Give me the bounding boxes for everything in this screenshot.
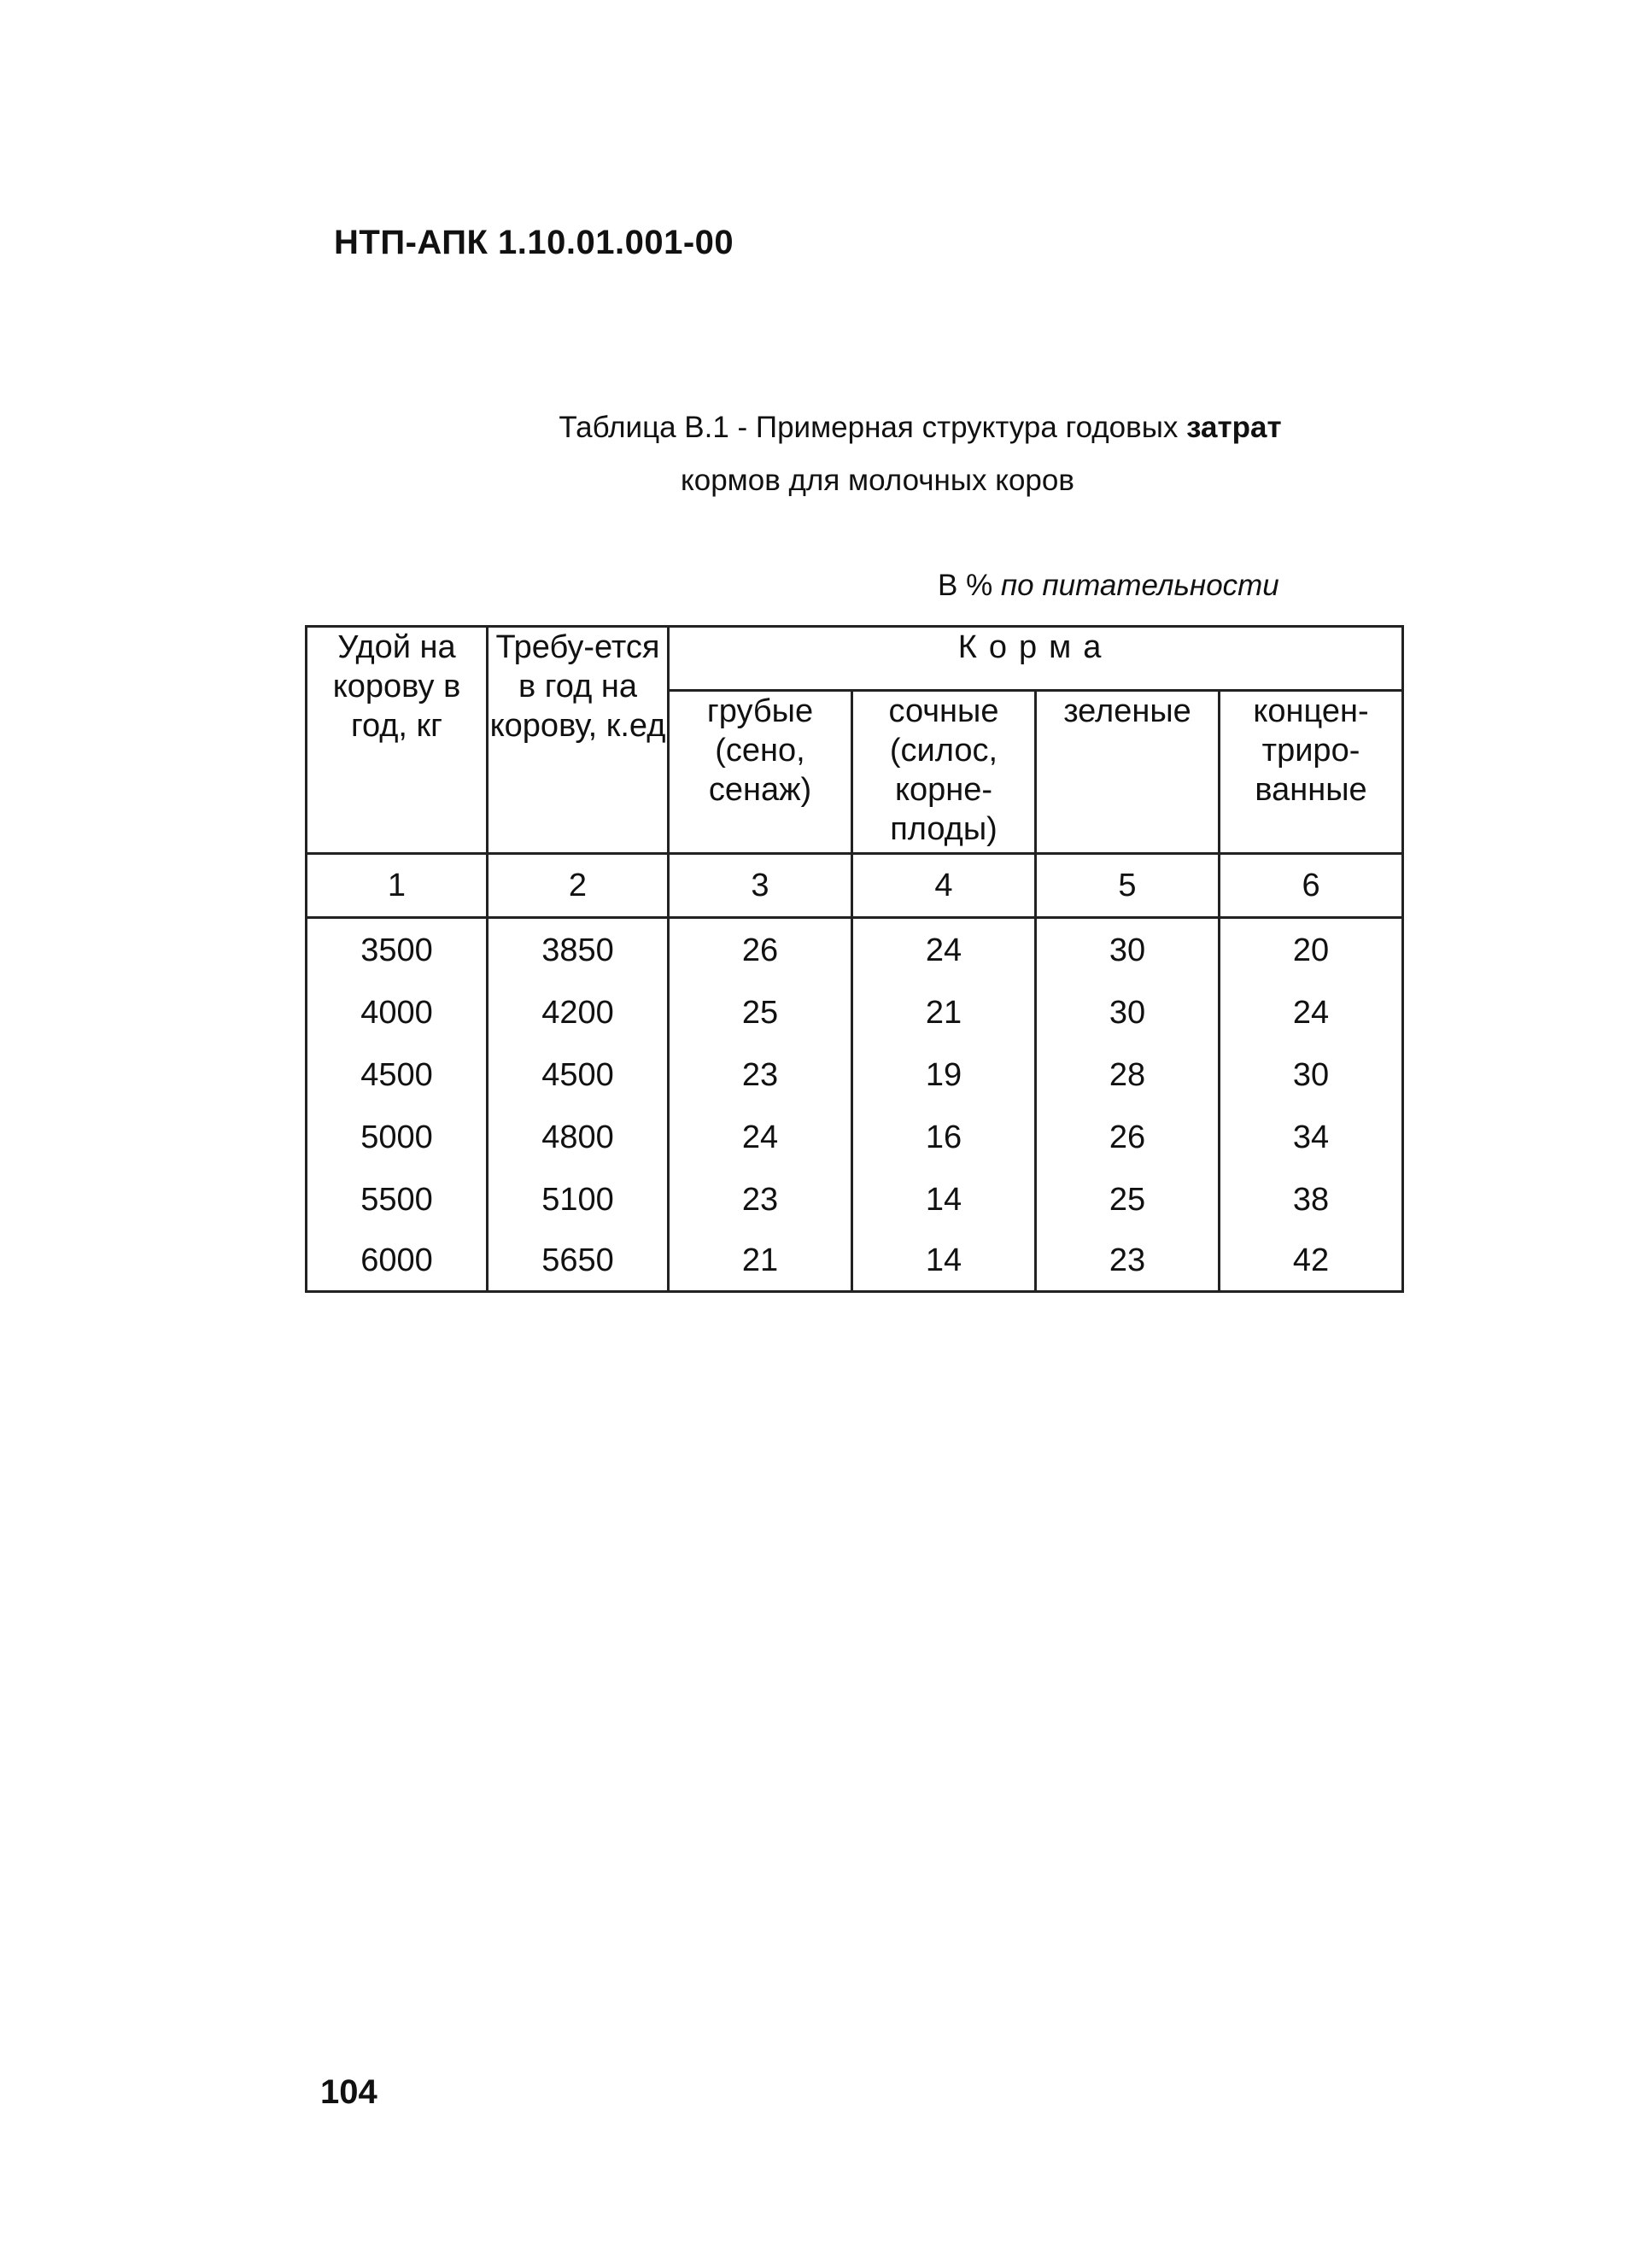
table-cell: 30 [1220, 1043, 1403, 1106]
table-cell: 24 [852, 918, 1036, 982]
table-cell: 20 [1220, 918, 1403, 982]
column-number: 2 [488, 854, 669, 918]
table-cell: 4800 [488, 1106, 669, 1168]
column-number-row [307, 854, 1403, 918]
table-cell: 5000 [307, 1106, 488, 1168]
table-cell: 26 [1036, 1106, 1220, 1168]
table-cell: 16 [852, 1106, 1036, 1168]
table-cell: 38 [1220, 1168, 1403, 1230]
page-number: 104 [320, 2073, 377, 2111]
column-number: 1 [307, 854, 488, 918]
table-cell: 42 [1220, 1230, 1403, 1292]
table-cell: 34 [1220, 1106, 1403, 1168]
table-cell: 4200 [488, 981, 669, 1043]
table-caption [0, 401, 1644, 507]
header-yield: Удой на корову в год, кг [307, 627, 488, 854]
table-cell: 4500 [488, 1043, 669, 1106]
table-cell: 21 [669, 1230, 852, 1292]
table-row [307, 981, 1403, 1043]
table-cell: 24 [669, 1106, 852, 1168]
header-required: Требу-ется в год на корову, к.ед [488, 627, 669, 854]
table-cell: 24 [1220, 981, 1403, 1043]
table-cell: 26 [669, 918, 852, 982]
table-cell: 30 [1036, 981, 1220, 1043]
table-cell: 25 [669, 981, 852, 1043]
table-row [307, 1168, 1403, 1230]
caption-line-2: кормов для молочных коров [681, 464, 1074, 497]
table-row [307, 1106, 1403, 1168]
table-cell: 30 [1036, 918, 1220, 982]
table-row [307, 1043, 1403, 1106]
table-cell: 4500 [307, 1043, 488, 1106]
table-cell: 5650 [488, 1230, 669, 1292]
table-cell: 3850 [488, 918, 669, 982]
table-cell: 19 [852, 1043, 1036, 1106]
table-cell: 21 [852, 981, 1036, 1043]
caption-line-1 [0, 401, 1644, 454]
table-row [307, 918, 1403, 982]
units-note-prefix: В % [938, 569, 1001, 602]
header-rough: грубые (сено, сенаж) [669, 691, 852, 854]
caption-line-1-bold: затрат [1186, 411, 1282, 444]
document-code: НТП-АПК 1.10.01.001-00 [334, 224, 734, 261]
column-number: 6 [1220, 854, 1403, 918]
header-succulent: сочные (силос, корне-плоды) [852, 691, 1036, 854]
header-feeds: Корма [669, 627, 1403, 691]
header-concentrated: концен-триро-ванные [1220, 691, 1403, 854]
table-cell: 28 [1036, 1043, 1220, 1106]
header-green: зеленые [1036, 691, 1220, 854]
table-cell: 4000 [307, 981, 488, 1043]
column-number: 5 [1036, 854, 1220, 918]
table-cell: 5500 [307, 1168, 488, 1230]
table-cell: 23 [669, 1043, 852, 1106]
table-cell: 5100 [488, 1168, 669, 1230]
caption-line-1-text: Таблица В.1 - Примерная структура годовых [559, 411, 1187, 444]
table-cell: 25 [1036, 1168, 1220, 1230]
table-cell: 6000 [307, 1230, 488, 1292]
table-cell: 14 [852, 1168, 1036, 1230]
table-cell: 14 [852, 1230, 1036, 1292]
table-cell: 23 [669, 1168, 852, 1230]
units-note [938, 569, 1279, 603]
table-row [307, 1230, 1403, 1292]
table-cell: 23 [1036, 1230, 1220, 1292]
table-cell: 3500 [307, 918, 488, 982]
column-number: 3 [669, 854, 852, 918]
table-body [307, 918, 1403, 1292]
column-number: 4 [852, 854, 1036, 918]
units-note-italic: по питательности [1000, 569, 1279, 602]
feed-structure-table [305, 625, 1404, 1293]
